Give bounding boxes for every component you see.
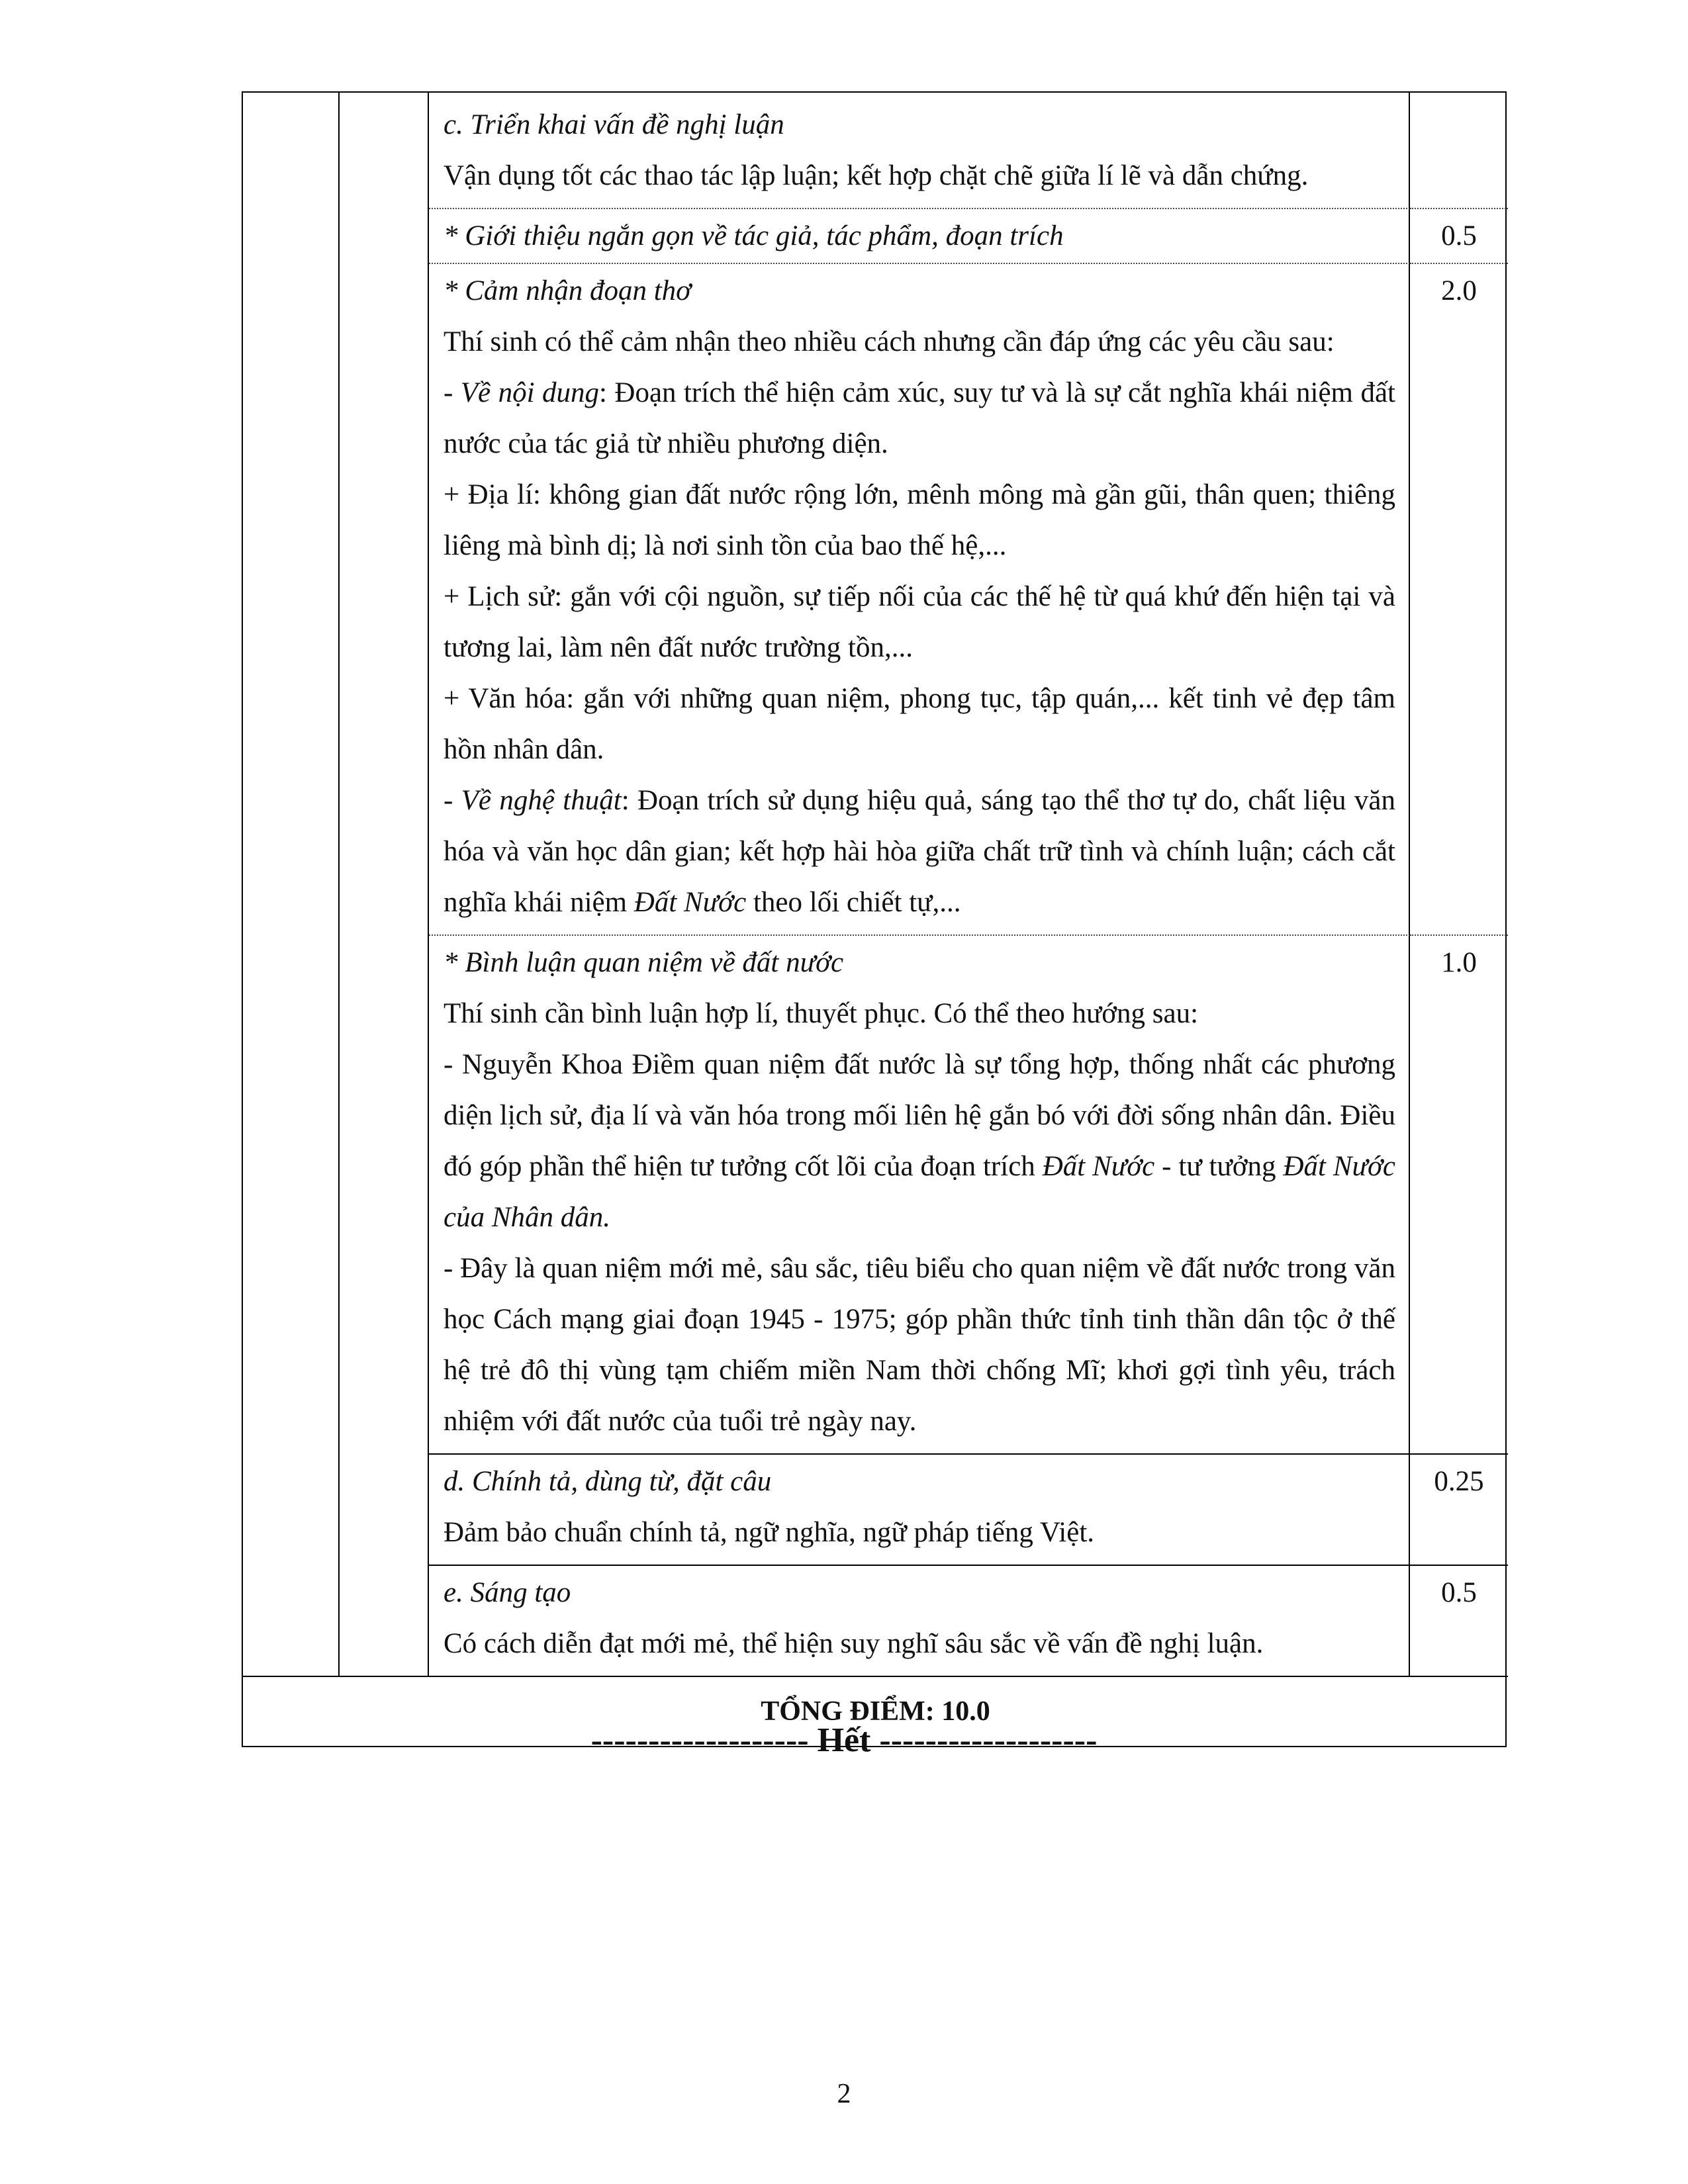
row-poem-intro: Thí sinh có thể cảm nhận theo nhiều cách nhưng cần đáp ứng các yêu cầu sau: — [444, 326, 1335, 357]
row-poem-content — [429, 264, 1410, 936]
row-e-content — [429, 1566, 1410, 1676]
scoring-table — [242, 91, 1507, 1747]
table-col-question — [243, 93, 340, 1676]
row-d-points: 0.25 — [1410, 1455, 1508, 1566]
row-d-content — [429, 1455, 1410, 1566]
art-text: : Đoạn trích sử dụng hiệu quả, sáng tạo thể thơ tự do, chất liệu văn hóa và văn học dân gian; kết hợp hài hòa giữa chất trữ tình và chính luận; cách cắt nghĩa khái niệm — [444, 785, 1395, 918]
row-d-text: Đảm bảo chuẩn chính tả, ngữ nghĩa, ngữ pháp tiếng Việt. — [444, 1517, 1095, 1548]
row-intro-heading: * Giới thiệu ngắn gọn về tác giả, tác phẩm, đoạn trích — [444, 220, 1064, 251]
row-d-heading: d. Chính tả, dùng từ, đặt câu — [444, 1466, 772, 1497]
content-text: : Đoạn trích thể hiện cảm xúc, suy tư và là sự cắt nghĩa khái niệm đất nước của tác giả từ nhiều phương diện. — [444, 377, 1395, 459]
row-intro-points: 0.5 — [1410, 209, 1508, 264]
row-comment-intro: Thí sinh cần bình luận hợp lí, thuyết phục. Có thể theo hướng sau: — [444, 998, 1199, 1029]
p1-mid: - tư tưởng — [1154, 1151, 1284, 1182]
row-comment-heading: * Bình luận quan niệm về đất nước — [444, 947, 844, 978]
art-tail: theo lối chiết tự,... — [746, 887, 961, 918]
table-col-part — [340, 93, 429, 1676]
row-comment-content — [429, 936, 1410, 1455]
row-c-content — [429, 93, 1410, 209]
art-title: Đất Nước — [633, 887, 747, 918]
page-number: 2 — [837, 2079, 851, 2109]
end-mark: ------------------- Hết ------------------- — [590, 1721, 1098, 1759]
row-e-heading: e. Sáng tạo — [444, 1577, 571, 1608]
p1-text: - Nguyễn Khoa Điềm quan niệm đất nước là sự tổng hợp, thống nhất các phương diện lịch sử, địa lí và văn hóa trong mối liên hệ gắn bó với đời sống nhân dân. Điều đó góp phần thể hiện tư tưởng cốt lõi của đoạn trích — [444, 1049, 1395, 1182]
content-label: - Về nội dung — [444, 377, 599, 408]
row-comment-points: 1.0 — [1410, 936, 1508, 1455]
row-poem-points: 2.0 — [1410, 264, 1508, 936]
row-poem-heading: * Cảm nhận đoạn thơ — [444, 275, 692, 306]
row-e-text: Có cách diễn đạt mới mẻ, thể hiện suy nghĩ sâu sắc về vấn đề nghị luận. — [444, 1628, 1264, 1659]
row-intro-content — [429, 209, 1410, 264]
row-comment-p1 — [444, 1039, 1395, 1243]
p1-title: Đất Nước — [1042, 1151, 1155, 1182]
row-poem-geo: + Địa lí: không gian đất nước rộng lớn, mênh mông mà gần gũi, thân quen; thiêng liêng mà bình dị; là nơi sinh tồn của bao thế hệ,... — [444, 479, 1395, 561]
row-poem-art-para — [444, 775, 1395, 928]
row-c-points — [1410, 93, 1508, 209]
total-score: TỔNG ĐIỂM: 10.0 — [243, 1676, 1508, 1746]
row-c-text: Vận dụng tốt các thao tác lập luận; kết hợp chặt chẽ giữa lí lẽ và dẫn chứng. — [444, 160, 1309, 191]
row-e-points: 0.5 — [1441, 1577, 1477, 1608]
row-c-heading: c. Triển khai vấn đề nghị luận — [444, 109, 784, 140]
row-poem-hist: + Lịch sử: gắn với cội nguồn, sự tiếp nối của các thế hệ từ quá khứ đến hiện tại và tương lai, làm nên đất nước trường tồn,... — [444, 581, 1395, 663]
art-label: - Về nghệ thuật — [444, 785, 622, 816]
row-poem-content-para — [444, 367, 1395, 469]
row-comment-p2: - Đây là quan niệm mới mẻ, sâu sắc, tiêu biểu cho quan niệm về đất nước trong văn học Cách mạng giai đoạn 1945 - 1975; góp phần thức tỉnh tinh thần dân tộc ở thế hệ trẻ đô thị vùng tạm chiếm miền Nam thời chống Mĩ; khơi gợi tình yêu, trách nhiệm với đất nước của tuổi trẻ ngày nay. — [444, 1253, 1395, 1437]
p1-title2: Đất Nước của Nhân dân. — [444, 1151, 1396, 1233]
row-poem-cult: + Văn hóa: gắn với những quan niệm, phong tục, tập quán,... kết tinh vẻ đẹp tâm hồn nhân dân. — [444, 683, 1395, 765]
